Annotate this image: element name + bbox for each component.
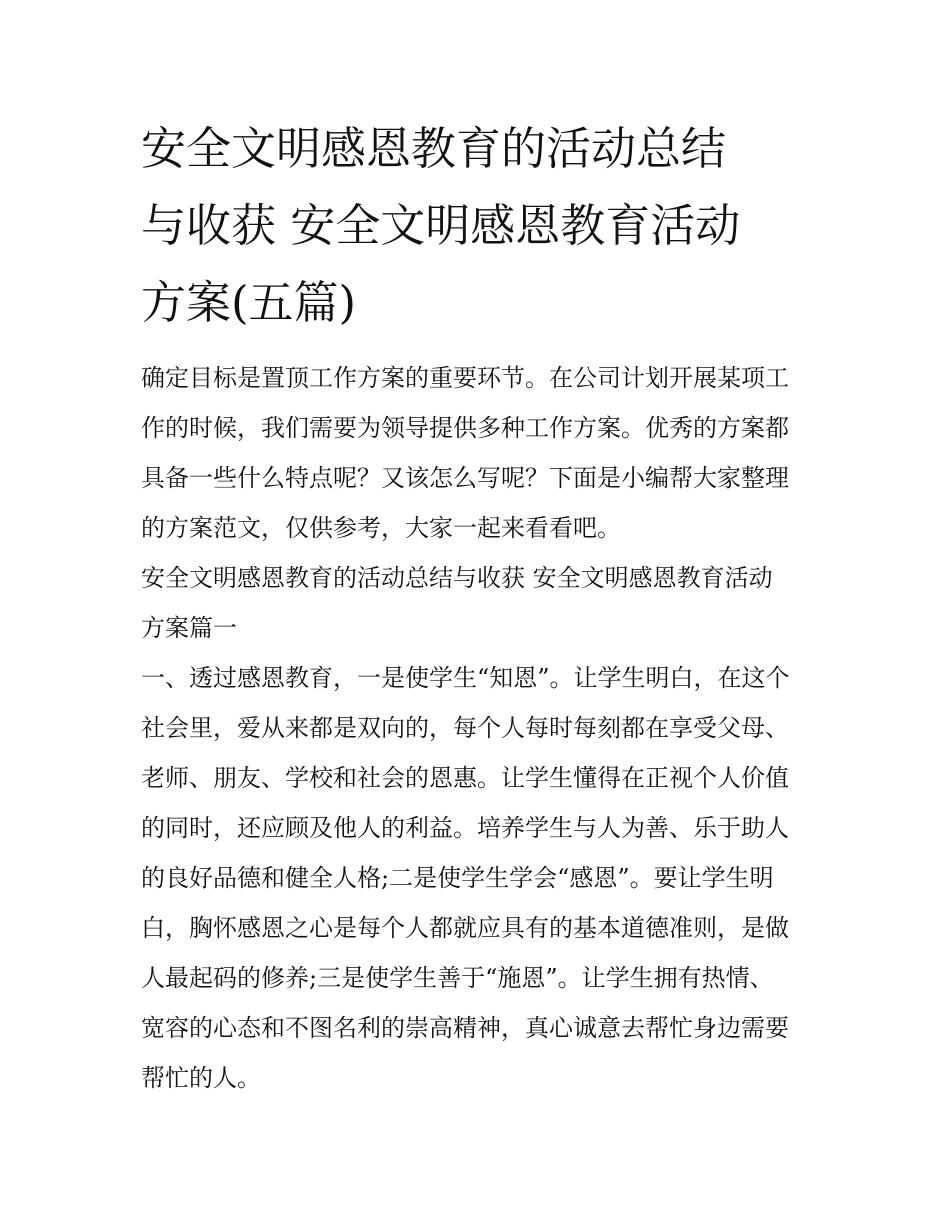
text-line: 的同时，还应顾及他人的利益。培养学生与人为善、乐于助人 <box>141 814 789 842</box>
text-line: 作的时候，我们需要为领导提供多种工作方案。优秀的方案都 <box>141 414 789 442</box>
text-line: 老师、朋友、学校和社会的恩惠。让学生懂得在正视个人价值 <box>141 764 789 792</box>
document-body <box>141 353 813 1103</box>
document-title <box>141 110 813 341</box>
text-line: 帮忙的人。 <box>141 1064 261 1092</box>
intro-paragraph <box>141 353 813 553</box>
text-line: 的方案范文，仅供参考，大家一起来看看吧。 <box>141 514 621 542</box>
text-line: 方案篇一 <box>141 614 237 642</box>
title-line: 安全文明感恩教育的活动总结 <box>141 122 727 175</box>
text-line: 一、透过感恩教育，一是使学生“知恩”。让学生明白，在这个 <box>141 664 790 692</box>
text-line: 的良好品德和健全人格;二是使学生学会“感恩”。要让学生明 <box>141 864 774 892</box>
title-line: 方案(五篇) <box>141 276 357 329</box>
text-line: 具备一些什么特点呢？又该怎么写呢？下面是小编帮大家整理 <box>141 464 789 492</box>
text-line: 宽容的心态和不图名利的崇高精神，真心诚意去帮忙身边需要 <box>141 1014 789 1042</box>
text-line: 确定目标是置顶工作方案的重要环节。在公司计划开展某项工 <box>141 364 789 392</box>
text-line: 社会里，爱从来都是双向的，每个人每时每刻都在享受父母、 <box>141 714 789 742</box>
point-one-paragraph <box>141 653 813 1103</box>
text-line: 人最起码的修养;三是使学生善于“施恩”。让学生拥有热情、 <box>141 964 774 992</box>
title-line: 与收获 安全文明感恩教育活动 <box>141 199 741 252</box>
text-line: 白，胸怀感恩之心是每个人都就应具有的基本道德准则，是做 <box>141 914 789 942</box>
text-line: 安全文明感恩教育的活动总结与收获 安全文明感恩教育活动 <box>141 564 773 592</box>
section-heading <box>141 553 813 653</box>
document-content <box>141 110 813 1103</box>
